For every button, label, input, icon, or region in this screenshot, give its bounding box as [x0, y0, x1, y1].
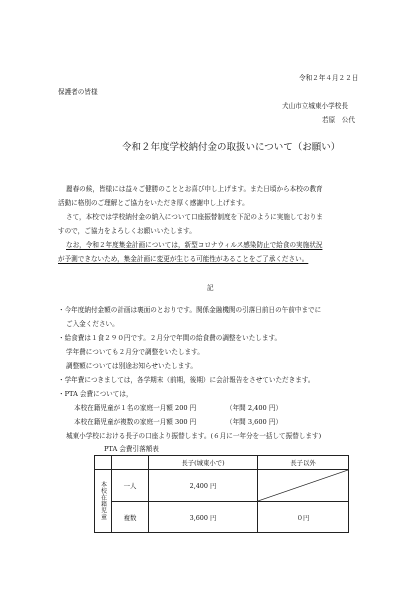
item-grade-fee: ・学年費につきましては，各学期末（前期，後期）に会計報告をさせていただきます。: [58, 376, 315, 384]
paragraph-3-line-2: が予測できないため，集金計画に変更が生じる可能性があることをご了承ください。: [58, 255, 309, 263]
item-pta-heading: ・PTA 会費については，: [58, 390, 133, 398]
item-lunch-line-1: ・給食費は１食２９０円です。２月分で年間の給食費の調整をいたします。: [58, 334, 282, 342]
item-pta-transfer: 城東小学校における長子の口座より振替します。(６月に一年分を一括して振替します): [66, 432, 322, 440]
item-pta-single: 本校在籍児童が１名の家庭一月額 200 円: [74, 404, 197, 412]
cell-multiple-eldest: 3,600 円: [149, 502, 258, 533]
col-header-other: 長子以外: [258, 456, 349, 470]
item-pta-multiple: 本校在籍児童が複数の家庭一月額 300 円: [74, 418, 197, 426]
table-caption: PTA 会費引落額表: [104, 445, 159, 453]
item-budget-line-1: ・今年度納付金額の計画は裏面のとおりです。関係金融機関の引落日前日の午前中までに: [58, 306, 322, 314]
paragraph-2-line-1: さて，本校では学校納付金の納入について口座振替制度を下記のように実施しておりま: [66, 213, 323, 221]
ki-heading: 記: [207, 284, 214, 292]
sender-school: 犬山市立城東小学校長: [282, 102, 348, 110]
paragraph-1-line-1: 麗春の候，皆様には益々ご健勝のこととお喜び申し上げます。また日頃から本校の教育: [66, 185, 323, 193]
row-group-label: 本校在籍児童: [99, 480, 107, 520]
recipient-line: 保護者の皆様: [58, 88, 98, 96]
paragraph-3-line-1: なお，令和２年度集金計画については，新型コロナウィルス感染防止で給食の実施状況: [66, 241, 323, 249]
cell-single-other-diagonal: [258, 470, 349, 502]
item-lunch-line-2: 学年費についても２月分で調整をいたします。: [66, 348, 204, 356]
paragraph-1-line-2: 活動に格別のご理解とご協力をいただき厚く感謝申し上げます。: [58, 199, 249, 207]
table-corner-cell-2: [112, 456, 149, 470]
row-label-single: 一人: [112, 470, 149, 502]
cell-single-eldest: 2,400 円: [149, 470, 258, 502]
paragraph-2-line-2: すので，ご協力をよろしくお願いいたします。: [58, 227, 196, 235]
sender-name: 若原 公代: [322, 116, 355, 124]
document-date: 令和２年４月２２日: [299, 74, 359, 82]
row-group-label-cell: [95, 470, 112, 533]
item-lunch-line-3: 調整額については別途お知らせいたします。: [66, 362, 198, 370]
row-label-multiple: 複数: [112, 502, 149, 533]
pta-fee-table: [94, 455, 349, 533]
cell-multiple-other: ０円: [258, 502, 349, 533]
item-pta-single-annual: （年間 2,400 円）: [226, 404, 283, 412]
item-pta-multiple-annual: （年間 3,600 円）: [226, 418, 283, 426]
document-title: 令和２年度学校納付金の取扱いについて（お願い）: [122, 142, 341, 153]
table-corner-cell: [95, 456, 112, 470]
item-budget-line-2: ご入金ください。: [66, 320, 119, 328]
col-header-eldest: 長子(城東小で): [149, 456, 258, 470]
